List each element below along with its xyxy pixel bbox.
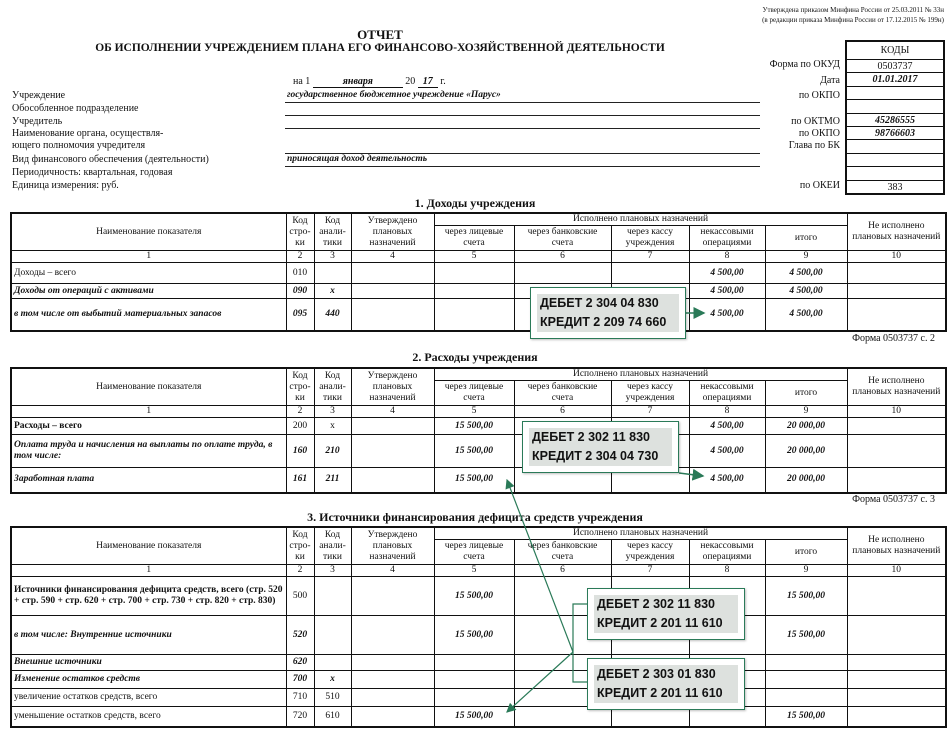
cell: 4 500,00 [689, 263, 765, 284]
cell: х [314, 671, 351, 689]
callout-posting-4: ДЕБЕТ 2 303 01 830 КРЕДИТ 2 201 11 610 [587, 658, 745, 710]
column-numbers: 1 2 3 4 5 6 7 8 9 10 [11, 565, 946, 577]
section-2-footer: Форма 0503737 с. 3 [852, 494, 935, 505]
report-title: ОТЧЕТ [357, 27, 403, 42]
cell: Доходы от операций с активами [11, 284, 286, 299]
cell: 510 [314, 689, 351, 707]
label-institution: Учреждение [12, 90, 66, 101]
cell: 700 [286, 671, 314, 689]
section-2-title: 2. Расходы учреждения [412, 350, 538, 364]
cell: в том числе: Внутренние источники [11, 616, 286, 655]
section-1-title: 1. Доходы учреждения [414, 196, 536, 210]
cell: 090 [286, 284, 314, 299]
label-oktmo: по ОКТМО [791, 116, 840, 127]
label-bk: Глава по БК [788, 140, 840, 151]
cell: Расходы – всего [11, 418, 286, 435]
cell: увеличение остатков средств, всего [11, 689, 286, 707]
cell: 4 500,00 [689, 299, 765, 331]
cell: 15 500,00 [765, 616, 847, 655]
cell: 095 [286, 299, 314, 331]
cell: 15 500,00 [434, 707, 514, 727]
cell: 4 500,00 [689, 418, 765, 435]
label-authority: Наименование органа, осуществля- [12, 128, 164, 139]
expenses-table: Наименование показателя Код стро-ки Код анали-тики Утверждено плановых назначений Исполнено плановых назначений Не исполнено плановых назначений через лицевые счета через банковские счета через кассу учреждения некассовыми операциями итого 1 2 3 4 5 6 7 8 9 10 Расходы – всего 200 х 15 500,00 4 500,00 20 000,00 Оплата труда и начисления на выплаты по оплате труда, в том числе: 160 210 15 500,00 4 500,00 20 000,00 Заработная плата 161 211 15 500,00 4 500,00 20 000,00 [10, 367, 947, 494]
cell: 15 500,00 [765, 577, 847, 616]
label-date: Дата [820, 75, 840, 86]
cell: 15 500,00 [434, 468, 514, 493]
sources-table: Наименование показателя Код стро-ки Код анали-тики Утверждено плановых назначений Исполнено плановых назначений Не исполнено плановых назначений через лицевые счета через банковские счета через кассу учреждения некассовыми операциями итого 1 2 3 4 5 6 7 8 9 10 Источники финансирования дефицита средств, всего (стр. 520 + стр. 590 + стр. 620 + стр. 700 + стр. 730 + стр. 820 + стр. 830) 500 15 500,00 15 500,00 в том числе: Внутренние источники 520 15 500,00 15 500,00 Внешние источники 620 Изменение остатков средств 700 х увеличение остатков средств, всего 710 510 уменьшение остатков средств, всего 720 610 15 500,00 15 500,00 [10, 526, 947, 728]
cell: 210 [314, 435, 351, 468]
cell: уменьшение остатков средств, всего [11, 707, 286, 727]
label-okud: Форма по ОКУД [769, 59, 840, 70]
section-3-title: 3. Источники финансирования дефицита средств учреждения [307, 510, 643, 524]
cell: 610 [314, 707, 351, 727]
column-numbers: 1 2 3 4 5 6 7 8 9 10 [11, 406, 946, 418]
callout-posting-3: ДЕБЕТ 2 302 11 830 КРЕДИТ 2 201 11 610 [587, 588, 745, 640]
label-founder: Учредитель [12, 116, 63, 127]
label-okpo-2: по ОКПО [798, 128, 840, 139]
arrow-2 [679, 473, 703, 476]
cell: 20 000,00 [765, 435, 847, 468]
label-subdivision: Обособленное подразделение [12, 103, 139, 114]
bracket-line [573, 604, 587, 682]
cell: 4 500,00 [765, 299, 847, 331]
cell: Изменение остатков средств [11, 671, 286, 689]
cell: х [314, 284, 351, 299]
section-1-footer: Форма 0503737 с. 2 [852, 333, 935, 344]
cell: 4 500,00 [765, 284, 847, 299]
cell: 15 500,00 [434, 435, 514, 468]
finance-type-value: приносящая доход деятельность [287, 154, 428, 164]
income-table: Наименование показателя Код стро-ки Код анали-тики Утверждено плановых назначений Исполнено плановых назначений Не исполнено плановых назначений через лицевые счета через банковские счета через кассу учреждения некассовыми операциями итого 1 2 3 4 5 6 7 8 9 10 Доходы – всего 010 4 500,00 4 500,00 Доходы от операций с активами 090 х 4 500,00 4 500,00 в том числе от выбытий материальных запасов 095 440 4 500,00 4 500,00 [10, 212, 947, 332]
cell: 20 000,00 [765, 418, 847, 435]
arrow-4 [507, 652, 573, 712]
column-numbers: 1 2 3 4 5 6 7 8 9 10 [11, 251, 946, 263]
cell: 4 500,00 [765, 263, 847, 284]
callout-posting-2: ДЕБЕТ 2 302 11 830 КРЕДИТ 2 304 04 730 [522, 421, 679, 473]
cell: х [314, 418, 351, 435]
cell: 010 [286, 263, 314, 284]
cell: 440 [314, 299, 351, 331]
callout-posting-1: ДЕБЕТ 2 304 04 830 КРЕДИТ 2 209 74 660 [530, 287, 686, 339]
cell: Источники финансирования дефицита средств, всего (стр. 520 + стр. 590 + стр. 620 + стр. 700 + стр. 730 + стр. 820 + стр. 830) [11, 577, 286, 616]
cell: Доходы – всего [11, 263, 286, 284]
cell: 15 500,00 [434, 577, 514, 616]
cell: 620 [286, 655, 314, 671]
cell: 211 [314, 468, 351, 493]
approval-note: Утверждена приказом Минфина России от 25.03.2011 № 33н (в редакции приказа Минфина России от 17.12.2015 № 199н) [762, 6, 944, 24]
cell: 15 500,00 [434, 418, 514, 435]
label-okpo: по ОКПО [798, 90, 840, 101]
label-unit: Единица измерения: руб. [12, 180, 119, 191]
cell: Внешние источники [11, 655, 286, 671]
label-periodicity: Периодичность: квартальная, годовая [12, 167, 173, 178]
report-subtitle: ОБ ИСПОЛНЕНИИ УЧРЕЖДЕНИЕМ ПЛАНА ЕГО ФИНАНСОВО-ХОЗЯЙСТВЕННОЙ ДЕЯТЕЛЬНОСТИ [95, 42, 665, 54]
cell: в том числе от выбытий материальных запасов [11, 299, 286, 331]
cell: 200 [286, 418, 314, 435]
cell: Оплата труда и начисления на выплаты по оплате труда, в том числе: [11, 435, 286, 468]
label-okei: по ОКЕИ [799, 180, 840, 191]
cell: 4 500,00 [689, 284, 765, 299]
cell: 4 500,00 [689, 468, 765, 493]
cell: Заработная плата [11, 468, 286, 493]
cell: 710 [286, 689, 314, 707]
cell: 720 [286, 707, 314, 727]
cell: 520 [286, 616, 314, 655]
label-finance-type: Вид финансового обеспечения (деятельности) [12, 154, 209, 165]
arrow-3 [507, 480, 573, 652]
report-date: на 1 января 20 17 г. [293, 76, 446, 87]
cell: 15 500,00 [434, 616, 514, 655]
cell: 15 500,00 [765, 707, 847, 727]
institution-value: государственное бюджетное учреждение «Парус» [287, 90, 501, 100]
codes-box: КОДЫ 0503737 01.01.2017 45286555 98766603 383 [845, 40, 945, 195]
cell: 4 500,00 [689, 435, 765, 468]
label-authority-2: ющего полномочия учредителя [12, 140, 146, 151]
cell: 500 [286, 577, 314, 616]
cell: 160 [286, 435, 314, 468]
cell: 20 000,00 [765, 468, 847, 493]
cell: 161 [286, 468, 314, 493]
